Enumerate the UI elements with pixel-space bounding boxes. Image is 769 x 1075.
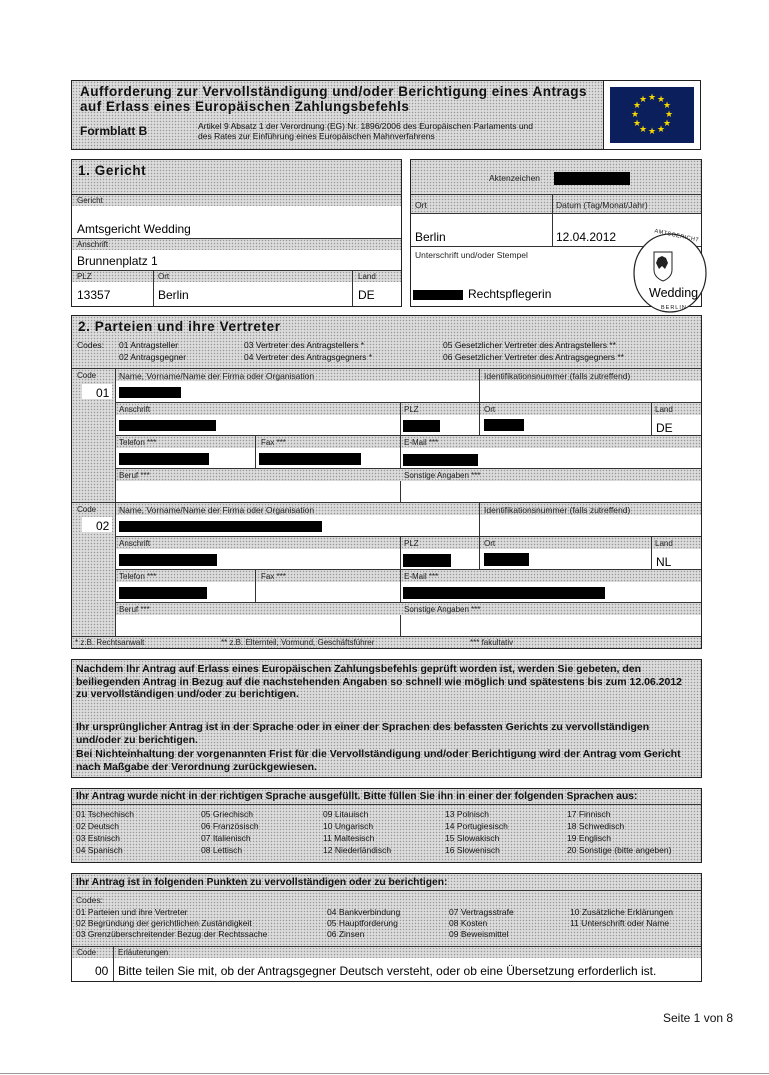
date-value: 12.04.2012 xyxy=(556,230,617,244)
language-option: 10 Ungarisch xyxy=(323,821,374,831)
party2-code-value: 02 xyxy=(96,519,110,533)
file-number-label: Aktenzeichen xyxy=(489,173,541,183)
svg-text:★: ★ xyxy=(638,95,648,105)
party1-id-label: Identifikationsnummer (falls zutreffend) xyxy=(484,371,631,381)
form-name: Formblatt B xyxy=(80,124,148,138)
signature-label: Unterschrift und/oder Stempel xyxy=(415,250,528,260)
court-label: Gericht xyxy=(77,196,103,205)
notice-paragraph-1: Nachdem Ihr Antrag auf Erlass eines Europäischen Zahlungsbefehls geprüft worden ist, werden Sie gebeten, den beiliegenden Antrag in Bezug auf die nachstehenden Angaben so schnell wie möglich und spätestens bis zum 12.06.2012 zu vervollständigen und/oder zu berichtigen. xyxy=(76,663,683,700)
form-title-line1: Aufforderung zur Vervollständigung und/oder Berichtigung eines Antrags xyxy=(80,84,588,99)
party2-id-label: Identifikationsnummer (falls zutreffend) xyxy=(484,505,631,515)
language-option: 03 Estnisch xyxy=(76,833,120,843)
court-country-value: DE xyxy=(358,288,375,302)
party2-plz-redacted xyxy=(403,554,451,567)
correction-code-option: 01 Parteien und ihre Vertreter xyxy=(76,907,188,917)
signature-value: Rechtspflegerin xyxy=(468,287,552,301)
court-country-label: Land xyxy=(358,272,376,281)
party2-city-redacted xyxy=(484,553,529,566)
party1-email-redacted xyxy=(403,454,478,466)
form-title-line2: auf Erlass eines Europäischen Zahlungsbefehls xyxy=(80,99,410,114)
correction-code-option: 03 Grenzüberschreitender Bezug der Rechtssache xyxy=(76,929,268,939)
correction-code-option: 11 Unterschrift oder Name xyxy=(570,918,670,928)
svg-text:★: ★ xyxy=(647,127,657,137)
party1-phone-redacted xyxy=(119,453,209,465)
svg-text:★: ★ xyxy=(638,125,648,135)
code-02: 02 Antragsgegner xyxy=(119,352,187,362)
court-value: Amtsgericht Wedding xyxy=(77,222,191,236)
party1-country-value: DE xyxy=(656,421,673,435)
correction-code-option: 07 Vertragsstrafe xyxy=(449,907,514,917)
party2-country-value: NL xyxy=(656,555,672,569)
correction-code-option: 10 Zusätzliche Erklärungen xyxy=(570,907,674,917)
eu-stars-icon xyxy=(610,87,694,143)
language-option: 14 Portugiesisch xyxy=(445,821,508,831)
party1-code-value: 01 xyxy=(96,386,110,400)
party2-name-label: Name, Vorname/Name der Firma oder Organisation xyxy=(119,505,315,515)
signature-name-redacted xyxy=(413,290,463,300)
corrections-code-label: Code xyxy=(77,948,97,957)
language-option: 07 Italienisch xyxy=(201,833,251,843)
party1-fax-label: Fax *** xyxy=(261,438,286,447)
party2-email-label: E-Mail *** xyxy=(404,572,439,581)
correction-code-option: 06 Zinsen xyxy=(327,929,365,939)
party2-email-redacted xyxy=(403,587,605,599)
codes-label: Codes: xyxy=(77,340,104,350)
party1-code-label: Code xyxy=(77,371,97,380)
party2-address-redacted xyxy=(119,554,217,566)
party1-name-redacted xyxy=(119,387,181,398)
code-05: 05 Gesetzlicher Vertreter des Antragstellers ** xyxy=(443,340,616,350)
corrections-codes-label: Codes: xyxy=(76,895,103,905)
language-option: 12 Niederländisch xyxy=(323,845,392,855)
legal-reference-line2: des Rates zur Einführung eines Europäischen Mahnverfahrens xyxy=(198,131,435,141)
party1-plz-redacted xyxy=(403,420,440,432)
party2-job-label: Beruf *** xyxy=(119,605,150,614)
party2-name-redacted xyxy=(119,521,322,532)
stamp-bottom-text: BERLIN xyxy=(661,305,687,311)
language-option: 20 Sonstige (bitte angeben) xyxy=(567,845,672,855)
corrections-explanation-label: Erläuterungen xyxy=(118,948,169,957)
language-option: 05 Griechisch xyxy=(201,809,253,819)
party1-city-redacted xyxy=(484,419,524,431)
party1-country-label: Land xyxy=(655,405,673,414)
court-address-value: Brunnenplatz 1 xyxy=(77,254,158,268)
svg-text:★: ★ xyxy=(662,101,672,111)
party2-code-label: Code xyxy=(77,505,97,514)
footnote-guardian: ** z.B. Elternteil, Vormund, Geschäftsführer xyxy=(221,638,375,647)
party2-phone-label: Telefon *** xyxy=(119,572,157,581)
svg-text:★: ★ xyxy=(632,101,642,111)
party2-phone-redacted xyxy=(119,587,207,599)
language-option: 02 Deutsch xyxy=(76,821,119,831)
footnote-optional: *** fakultativ xyxy=(470,638,514,647)
place-value: Berlin xyxy=(415,230,446,244)
language-option: 08 Lettisch xyxy=(201,845,243,855)
code-03: 03 Vertreter des Antragstellers * xyxy=(244,340,365,350)
party2-city-label: Ort xyxy=(484,539,496,548)
language-title: Ihr Antrag wurde nicht in der richtigen Sprache ausgefüllt. Bitte füllen Sie ihn in einer der folgenden Sprachen aus: xyxy=(76,791,638,802)
court-city-value: Berlin xyxy=(158,288,189,302)
language-option: 13 Polnisch xyxy=(445,809,489,819)
court-address-label: Anschrift xyxy=(77,240,109,249)
date-label: Datum (Tag/Monat/Jahr) xyxy=(556,200,648,210)
party2-address-label: Anschrift xyxy=(119,539,151,548)
party1-address-redacted xyxy=(119,420,216,431)
corrections-entry-code: 00 xyxy=(95,964,109,978)
corrections-title: Ihr Antrag ist in folgenden Punkten zu vervollständigen oder zu berichtigen: xyxy=(76,877,448,888)
language-option: 16 Slowenisch xyxy=(445,845,500,855)
correction-code-option: 02 Begründung der gerichtlichen Zuständigkeit xyxy=(76,918,252,928)
file-number-redacted xyxy=(554,172,630,185)
party1-other-label: Sonstige Angaben *** xyxy=(404,471,481,480)
code-01: 01 Antragsteller xyxy=(119,340,179,350)
court-city-label: Ort xyxy=(158,272,170,281)
eu-flag-icon xyxy=(610,87,694,143)
party2-country-label: Land xyxy=(655,539,673,548)
notice-paragraph-2: Ihr ursprünglicher Antrag ist in der Sprache oder in einer der Sprachen des befassten Gerichts zu vervollständigen und/oder zu berichtigen. xyxy=(76,721,650,746)
notice-paragraph-3: Bei Nichteinhaltung der vorgenannten Frist für die Vervollständigung und/oder Berichtigung wird der Antrag vom Gericht nach Maßgabe der Verordnung zurückgewiesen. xyxy=(76,748,681,773)
stamp-center-text: Wedding xyxy=(649,286,699,300)
party2-plz-label: PLZ xyxy=(404,539,419,548)
language-option: 11 Maltesisch xyxy=(323,833,375,843)
language-option: 04 Spanisch xyxy=(76,845,123,855)
language-option: 06 Französisch xyxy=(201,821,259,831)
language-option: 01 Tschechisch xyxy=(76,809,134,819)
correction-code-option: 05 Hauptforderung xyxy=(327,918,398,928)
svg-text:★: ★ xyxy=(656,95,666,105)
svg-text:★: ★ xyxy=(662,119,672,129)
party1-fax-redacted xyxy=(259,453,361,465)
party1-city-label: Ort xyxy=(484,405,496,414)
legal-reference-line1: Artikel 9 Absatz 1 der Verordnung (EG) Nr. 1896/2006 des Europäischen Parlaments und xyxy=(198,121,534,131)
correction-code-option: 04 Bankverbindung xyxy=(327,907,401,917)
party1-address-label: Anschrift xyxy=(119,405,151,414)
corrections-entry-text: Bitte teilen Sie mit, ob der Antragsgegner Deutsch versteht, oder ob eine Übersetzung erforderlich ist. xyxy=(118,964,657,978)
party1-phone-label: Telefon *** xyxy=(119,438,157,447)
place-label: Ort xyxy=(415,200,427,210)
correction-code-option: 09 Beweismittel xyxy=(449,929,509,939)
party1-plz-label: PLZ xyxy=(404,405,419,414)
language-option: 18 Schwedisch xyxy=(567,821,625,831)
language-option: 15 Slowakisch xyxy=(445,833,500,843)
party1-job-label: Beruf *** xyxy=(119,471,150,480)
svg-text:★: ★ xyxy=(656,125,666,135)
parties-section-title: 2. Parteien und ihre Vertreter xyxy=(78,319,281,334)
svg-text:★: ★ xyxy=(630,110,640,120)
party1-email-label: E-Mail *** xyxy=(404,438,439,447)
court-plz-label: PLZ xyxy=(77,272,92,281)
correction-code-option: 08 Kosten xyxy=(449,918,488,928)
language-option: 17 Finnisch xyxy=(567,809,611,819)
footnote-lawyer: * z.B. Rechtsanwalt xyxy=(75,638,145,647)
code-04: 04 Vertreter des Antragsgegners * xyxy=(244,352,373,362)
court-stamp xyxy=(632,232,708,314)
court-section-title: 1. Gericht xyxy=(78,163,147,178)
stamp-top-text: AMTSGERICHT xyxy=(653,228,700,244)
party2-fax-label: Fax *** xyxy=(261,572,286,581)
language-option: 19 Englisch xyxy=(567,833,611,843)
code-06: 06 Gesetzlicher Vertreter des Antragsgegners ** xyxy=(443,352,624,362)
party2-other-label: Sonstige Angaben *** xyxy=(404,605,481,614)
court-plz-value: 13357 xyxy=(77,288,111,302)
party1-name-label: Name, Vorname/Name der Firma oder Organisation xyxy=(119,371,315,381)
svg-text:★: ★ xyxy=(664,110,674,120)
svg-text:★: ★ xyxy=(647,93,657,103)
page-number: Seite 1 von 8 xyxy=(663,1011,734,1025)
svg-text:★: ★ xyxy=(632,119,642,129)
language-option: 09 Litauisch xyxy=(323,809,369,819)
